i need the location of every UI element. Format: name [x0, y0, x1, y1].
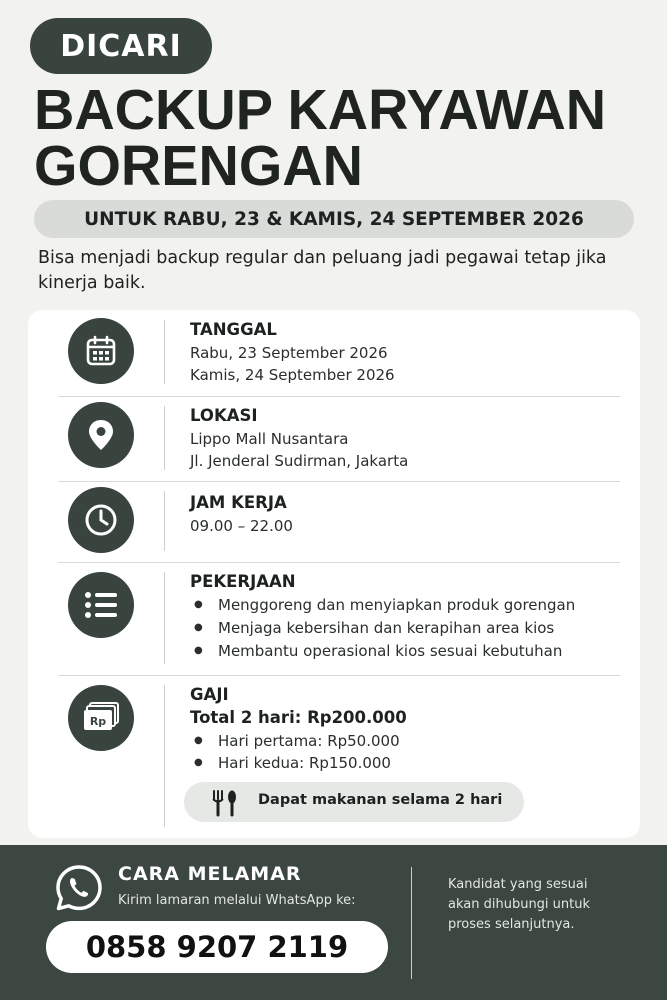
footer-apply	[0, 845, 667, 1000]
gaji-title: GAJI	[190, 685, 229, 704]
gaji-bullet-2: Hari kedua: Rp150.000	[218, 754, 391, 772]
gaji-bullet-1: Hari pertama: Rp50.000	[218, 732, 400, 750]
jam-kerja-title: JAM KERJA	[190, 493, 287, 512]
hiring-badge: DICARI	[30, 18, 212, 74]
headline-line-1: BACKUP KARYAWAN	[34, 78, 607, 142]
lokasi-title: LOKASI	[190, 406, 258, 425]
location-pin-icon	[68, 402, 134, 468]
list-item	[194, 732, 400, 750]
date-banner: UNTUK RABU, 23 & KAMIS, 24 SEPTEMBER 2026	[34, 200, 634, 238]
jam-kerja-value: 09.00 – 22.00	[190, 517, 293, 535]
tanggal-title: TANGGAL	[190, 320, 277, 339]
list-item	[194, 619, 554, 637]
money-icon	[68, 685, 134, 751]
meal-benefit-text: Dapat makanan selama 2 hari	[258, 792, 503, 808]
list-item	[194, 754, 391, 772]
pekerjaan-bullet-1: Menggoreng dan menyiapkan produk gorengan	[218, 596, 576, 614]
tanggal-line-2: Kamis, 24 September 2026	[190, 366, 395, 384]
whatsapp-icon[interactable]	[54, 863, 104, 917]
fork-knife-icon	[210, 789, 240, 821]
divider	[164, 320, 165, 384]
details-card	[28, 310, 640, 838]
divider	[411, 867, 412, 979]
row-tanggal	[28, 310, 640, 394]
divider	[164, 572, 165, 664]
row-pekerjaan	[28, 562, 640, 674]
intro-text: Bisa menjadi backup regular dan peluang jadi pegawai tetap jika kinerja baik.	[38, 248, 607, 293]
divider	[164, 406, 165, 470]
divider	[164, 685, 165, 827]
divider	[164, 491, 165, 551]
row-jam-kerja	[28, 481, 640, 561]
gaji-total: Total 2 hari: Rp200.000	[190, 708, 407, 727]
clock-icon	[68, 487, 134, 553]
headline-line-2: GORENGAN	[34, 134, 363, 198]
apply-title: CARA MELAMAR	[118, 863, 302, 885]
list-item	[194, 596, 575, 614]
pekerjaan-bullet-2: Menjaga kebersihan dan kerapihan area kios	[218, 619, 555, 637]
lokasi-line-1: Lippo Mall Nusantara	[190, 430, 349, 448]
pekerjaan-title: PEKERJAAN	[190, 572, 296, 591]
calendar-icon	[68, 318, 134, 384]
rp-label: Rp	[89, 715, 107, 728]
list-item	[194, 642, 562, 660]
footer-note: Kandidat yang sesuai akan dihubungi untuk proses selanjutnya.	[448, 877, 591, 932]
lokasi-line-2: Jl. Jenderal Sudirman, Jakarta	[190, 452, 409, 470]
whatsapp-number[interactable]: 0858 9207 2119	[46, 921, 388, 973]
meal-benefit-badge	[184, 782, 524, 822]
tanggal-line-1: Rabu, 23 September 2026	[190, 344, 388, 362]
apply-subtitle: Kirim lamaran melalui WhatsApp ke:	[118, 893, 356, 908]
list-icon	[68, 572, 134, 638]
pekerjaan-bullet-3: Membantu operasional kios sesuai kebutuhan	[218, 642, 563, 660]
row-lokasi	[28, 396, 640, 480]
